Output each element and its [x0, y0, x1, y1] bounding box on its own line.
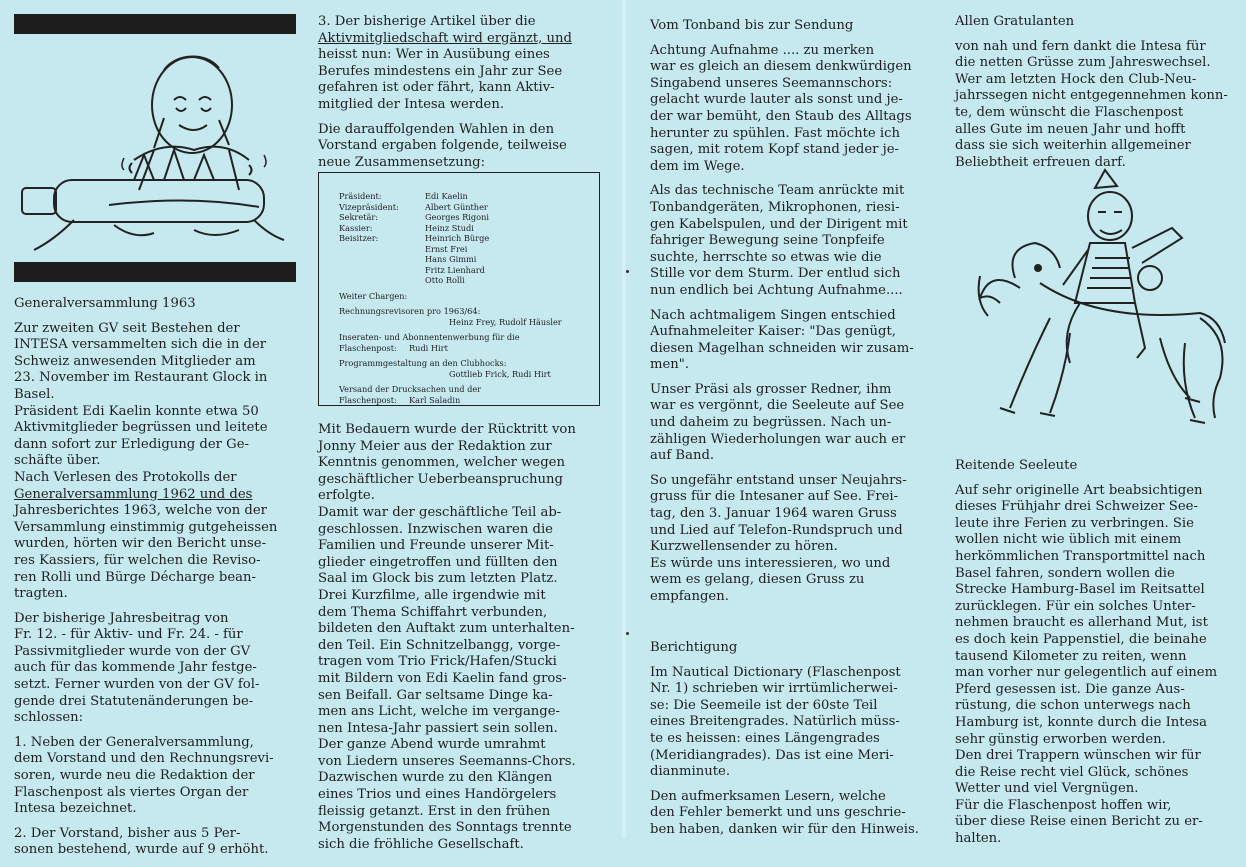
- crying-sailor-bottle-illustration: [14, 30, 296, 262]
- tonband-heading: Vom Tonband bis zur Sendung: [650, 18, 854, 33]
- revisoren: Rechnungsrevisoren pro 1963/64: Heinz Frey, Rudolf Häusler: [339, 306, 562, 327]
- gratulanten-heading: Allen Gratulanten: [955, 14, 1075, 29]
- inseraten: Inseraten- und Abonnentenwerbung für die Flaschenpost: Rudi Hirt: [339, 332, 520, 353]
- column-4-lower: [955, 458, 1245, 856]
- column-3: [650, 18, 945, 614]
- versand: Versand der Drucksachen und der Flaschenpost: Karl Saladin: [339, 384, 482, 405]
- gv-heading: Generalversammlung 1963: [14, 296, 196, 311]
- bottom-black-bar: [14, 262, 296, 282]
- tonband-paragraph-4: Unser Präsi als grosser Redner, ihm war es vergönnt, die Seeleute auf See und daheim zu begrüssen. Nach un- zähligen Wiederholungen war auch er auf Band.: [650, 381, 906, 464]
- article-paragraph: 3. Der bisherige Artikel über die Aktivmitgliedschaft wird ergänzt, und heisst nun: Wer in Ausübung eines Berufes mindestens ein Jahr zur See gefahren ist oder fährt, kann Aktiv- mitglied der Intesa werden.: [318, 14, 572, 112]
- board-row: Sekretär: Georges Rigoni: [339, 212, 489, 222]
- tonband-paragraph-1: Achtung Aufnahme .... zu merken war es gleich an diesem denkwürdigen Singabend unseres Seemannschors: gelacht wurde lauter als sonst und je- der war bemüht, den Staub des Alltags herunter zu spühlen. Fast möchte ich sagen, mit rotem Kopf stand jeder je- dem im Wege.: [650, 42, 912, 174]
- gv-paragraph-4: 2. Der Vorstand, bisher aus 5 Per- sonen bestehend, wurde auf 9 erhöht.: [14, 825, 269, 858]
- board-row: Präsident: Edi Kaelin: [339, 191, 468, 201]
- berichtigung-paragraph: Im Nautical Dictionary (Flaschenpost Nr. 1) schrieben wir irrtümlicherwei- se: Die Seemeile ist der 60ste Teil eines Breitengrades. Natürlich müss- te es heissen: eines Längengrades (Meridiangrades). Das ist eine Meri- dianminute.: [650, 664, 901, 780]
- column-1: [14, 296, 304, 867]
- gv-paragraph-2: Der bisherige Jahresbeitrag von Fr. 12. - für Aktiv- und Fr. 24. - für Passivmitglieder wurde von der GV auch für das kommende Jahr festge- setzt. Ferner wurden von der GV fol- gende drei Statutenänderungen be- schlossen:: [14, 610, 260, 726]
- programm: Programmgestaltung an den Clubhocks: Gottlieb Frick, Rudi Hirt: [339, 358, 551, 379]
- gratulanten-paragraph: von nah und fern dankt die Intesa für die netten Grüsse zum Jahreswechsel. Wer am letzten Hock den Club-Neu- jahrssegen nicht entgegennehmen konn- te, dem wünscht die Flaschenpost alles Gute im neuen Jahr und hofft dass sie sich weiterhin allgemeiner Beliebtheit erfreuen darf.: [955, 38, 1228, 170]
- weitere-chargen: Weiter Chargen:: [339, 290, 408, 301]
- ruecktritt-paragraph: Mit Bedauern wurde der Rücktritt von Jonny Meier aus der Redaktion zur Kenntnis genommen, welcher wegen geschäftlicher Ueberbeanspruchung erfolgte. Damit war der geschäftliche Teil ab- geschlossen. Inzwischen waren die Familien und Freunde unserer Mit- glieder eingetroffen und füllten den Saal im Glock bis zum letzten Platz. Drei Kurzfilme, alle irgendwie mit dem Thema Schiffahrt verbunden, bildeten den Auftakt zum unterhalten- den Teil. Ein Schnitzelbangg, vorge- tragen vom Trio Frick/Hafen/Stucki mit Bildern von Edi Kaelin fand gros- sen Beifall. Gar seltsame Dinge ka- men ans Licht, welche im vergange- nen Intesa-Jahr passiert sein sollen. Der ganze Abend wurde umrahmt von Liedern unseres Seemanns-Chors. Dazwischen wurde zu den Klängen eines Trios und eines Handörgelers fleissig getanzt. Erst in den frühen Morgenstunden des Sonntags trennte sich die fröhliche Gesellschaft.: [318, 422, 576, 852]
- column-2-lower: [318, 422, 618, 861]
- board-row: Kassier: Heinz Studi: [339, 222, 474, 233]
- column-3-lower: [650, 640, 945, 847]
- page-fold: [622, 0, 626, 838]
- board-composition-box: [318, 172, 600, 406]
- beisitzer-list: Ernst Frei Hans Gimmi Fritz Lienhard Otto Rolli: [425, 243, 485, 285]
- punch-mark: [626, 632, 629, 635]
- riding-sailor-illustration: [960, 168, 1235, 458]
- tonband-paragraph-5: So ungefähr entstand unser Neujahrs- gruss für die Intesaner auf See. Frei- tag, den 3. Januar 1964 waren Gruss und Lied auf Telefon-Rundspruch und Kurzwellensender zu hören. Es würde uns interessieren, wo und wem es gelang, diesen Gruss zu empfangen.: [650, 472, 907, 604]
- board-row: Vizepräsident: Albert Günther: [339, 201, 488, 212]
- wahlen-paragraph: Die darauffolgenden Wahlen in den Vorstand ergaben folgende, teilweise neue Zusammensetzung:: [318, 121, 567, 170]
- berichtigung-heading: Berichtigung: [650, 640, 738, 655]
- board-row: Beisitzer: Heinrich Bürge: [339, 233, 490, 243]
- punch-mark: [626, 270, 629, 273]
- gv-paragraph-1: Zur zweiten GV seit Bestehen der INTESA versammelten sich die in der Schweiz anwesenden Mitglieder am 23. November im Restaurant Glock in Basel. Präsident Edi Kaelin konnte etwa 50 Aktivmitglieder begrüssen und leitete dann sofort zur Erledigung der Ge- schäfte über. Nach Verlesen des Protokolls der Generalversammlung 1962 und des Jahresberichtes 1963, welche von der Versammlung einstimmig gutgeheissen wurden, hörten wir den Bericht unse- res Kassiers, für welchen die Reviso- ren Rolli und Bürge Décharge bean- tragten.: [14, 320, 278, 602]
- column-4: [955, 14, 1245, 179]
- column-2: [318, 14, 618, 179]
- tonband-paragraph-2: Als das technische Team anrückte mit Tonbandgeräten, Mikrophonen, riesi- gen Kabelspulen, und der Dirigent mit fahriger Bewegung seine Tonpfeife suchte, herrschte so etwas wie die Stille vor dem Sturm. Der entlud sich nun endlich bei Achtung Aufnahme....: [650, 183, 908, 298]
- reitende-heading: Reitende Seeleute: [955, 458, 1078, 473]
- gv-paragraph-3: 1. Neben der Generalversammlung, dem Vorstand und den Rechnungsrevi- soren, wurde neu die Redaktion der Flaschenpost als viertes Organ der Intesa bezeichnet.: [14, 734, 274, 817]
- dank-paragraph: Den aufmerksamen Lesern, welche den Fehler bemerkt und uns geschrie- ben haben, danken wir für den Hinweis.: [650, 788, 919, 837]
- tonband-paragraph-3: Nach achtmaligem Singen entschied Aufnahmeleiter Kaiser: "Das genügt, diesen Magelhan schneiden wir zusam- men".: [650, 307, 914, 373]
- reitende-paragraph: Auf sehr originelle Art beabsichtigen dieses Frühjahr drei Schweizer See- leute ihre Ferien zu verbringen. Sie wollen nicht wie üblich mit einem herkömmlichen Transportmittel nach Basel fahren, sondern wollen die Strecke Hamburg-Basel im Reitsattel zurücklegen. Für ein solches Unter- nehmen braucht es allerhand Mut, ist es doch kein Pappenstiel, die beinahe tausend Kilometer zu reiten, wenn man vorher nur gelegentlich auf einem Pferd gesessen ist. Die ganze Aus- rüstung, die schon unterwegs nach Hamburg ist, konnte durch die Intesa sehr günstig erworben werden. Den drei Trappern wünschen wir für die Reise recht viel Glück, schönes Wetter und viel Vergnügen. Für die Flaschenpost hoffen wir, über diese Reise einen Bericht zu er- halten.: [955, 482, 1218, 847]
